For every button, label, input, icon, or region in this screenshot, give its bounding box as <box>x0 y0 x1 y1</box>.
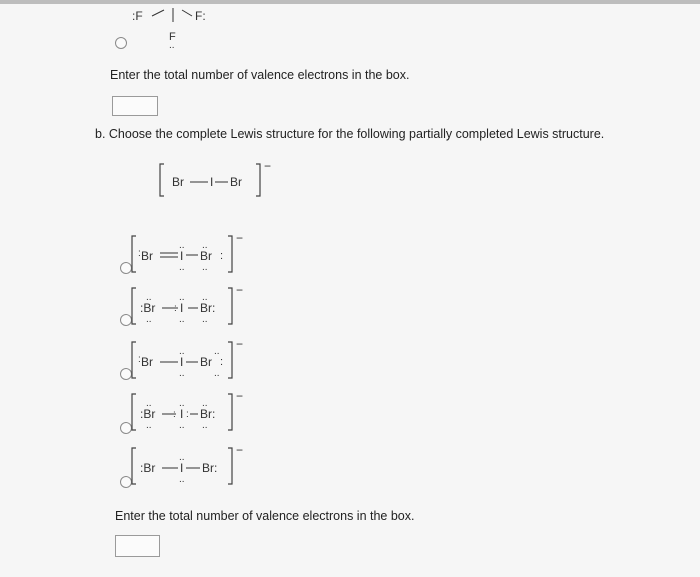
svg-text:..: .. <box>179 474 185 485</box>
svg-text:..: .. <box>202 398 208 409</box>
svg-text:..: .. <box>179 452 185 463</box>
svg-text:..: .. <box>146 314 152 325</box>
option-1-left-atom: Br <box>141 249 153 263</box>
svg-text::: : <box>220 250 224 262</box>
svg-text:..: .. <box>202 240 208 251</box>
svg-text:..: .. <box>179 262 185 273</box>
part-b-answer-input[interactable] <box>115 535 160 557</box>
part-b-question: b. Choose the complete Lewis structure for the following partially completed Lewis structure. <box>95 127 605 141</box>
svg-text:..: .. <box>179 368 185 379</box>
option-4-left-atom: :Br <box>140 407 156 421</box>
atom-f-right: F: <box>195 9 206 23</box>
left-bracket <box>132 236 136 272</box>
part-a-prompt: Enter the total number of valence electrons in the box. <box>110 68 410 82</box>
left-bracket <box>132 288 136 324</box>
option-3-center-atom: I <box>180 355 184 369</box>
partial-lewis-structure <box>158 160 278 200</box>
option-4-center-atom: I <box>180 407 184 421</box>
option-4-structure <box>130 390 250 434</box>
option-2-right-atom: Br: <box>200 301 216 315</box>
option-1-center-atom: I <box>180 249 184 263</box>
atom-f-bottom: F <box>169 31 176 43</box>
option-2-charge: − <box>236 284 244 297</box>
option-3-drawing <box>130 338 250 382</box>
right-bracket <box>256 164 260 196</box>
option-5-left-atom: :Br <box>140 461 156 475</box>
option-5-charge: − <box>236 444 244 457</box>
svg-text:..: .. <box>179 314 185 325</box>
left-bracket <box>132 342 136 378</box>
svg-text:..: .. <box>146 420 152 431</box>
option-1-drawing <box>130 232 250 276</box>
option-5-drawing <box>130 444 250 488</box>
right-bracket <box>228 288 232 324</box>
option-5-structure <box>130 444 250 488</box>
left-bracket <box>132 448 136 484</box>
part-a-molecule-drawing <box>130 4 240 54</box>
partial-structure-drawing <box>158 160 278 200</box>
svg-text:..: .. <box>202 262 208 273</box>
right-bracket <box>228 394 232 430</box>
right-bracket <box>228 342 232 378</box>
svg-text::: : <box>173 409 176 420</box>
option-2-structure <box>130 284 250 328</box>
option-2-drawing <box>130 284 250 328</box>
bond-right <box>182 10 192 16</box>
bond-left <box>152 10 164 16</box>
partial-charge: − <box>264 160 272 173</box>
partial-center-atom: I <box>210 175 214 189</box>
part-a-option-radio[interactable] <box>115 37 127 49</box>
option-1-charge: − <box>236 232 244 245</box>
svg-text::: : <box>138 248 141 259</box>
part-b-prompt: Enter the total number of valence electrons in the box. <box>115 509 415 523</box>
left-bracket <box>132 394 136 430</box>
option-4-right-atom: Br: <box>200 407 216 421</box>
option-5-center-atom: I <box>180 461 184 475</box>
option-4-drawing <box>130 390 250 434</box>
atom-f-left: :F <box>132 9 143 23</box>
option-3-structure <box>130 338 250 382</box>
option-5-right-atom: Br: <box>202 461 218 475</box>
svg-text:..: .. <box>179 420 185 431</box>
question-card <box>0 4 700 577</box>
lone-pair-dots: .. <box>169 40 175 51</box>
svg-text:..: .. <box>179 240 185 251</box>
svg-text:..: .. <box>179 292 185 303</box>
svg-text::: : <box>186 409 189 420</box>
svg-text::: : <box>220 356 224 368</box>
option-3-charge: − <box>236 338 244 351</box>
left-bracket <box>160 164 164 196</box>
svg-text:..: .. <box>202 314 208 325</box>
svg-text:..: .. <box>179 398 185 409</box>
option-3-right-atom: Br <box>200 355 212 369</box>
svg-text:..: .. <box>179 346 185 357</box>
svg-text:..: .. <box>202 420 208 431</box>
option-1-structure <box>130 232 250 276</box>
svg-text:..: .. <box>214 368 220 379</box>
partial-left-atom: Br <box>172 175 184 189</box>
option-1-right-atom: Br <box>200 249 212 263</box>
partial-right-atom: Br <box>230 175 242 189</box>
svg-text:..: .. <box>146 398 152 409</box>
part-a-answer-input[interactable] <box>112 96 158 116</box>
right-bracket <box>228 448 232 484</box>
svg-text:..: .. <box>202 292 208 303</box>
svg-text::: : <box>138 354 141 365</box>
svg-text:..: .. <box>146 292 152 303</box>
svg-text:..: .. <box>214 346 220 357</box>
option-4-charge: − <box>236 390 244 403</box>
option-3-left-atom: Br <box>141 355 153 369</box>
part-a-molecule <box>130 4 240 54</box>
option-2-left-atom: :Br <box>140 301 156 315</box>
option-2-center-atom: I <box>180 301 184 315</box>
right-bracket <box>228 236 232 272</box>
svg-text::: : <box>174 303 177 314</box>
